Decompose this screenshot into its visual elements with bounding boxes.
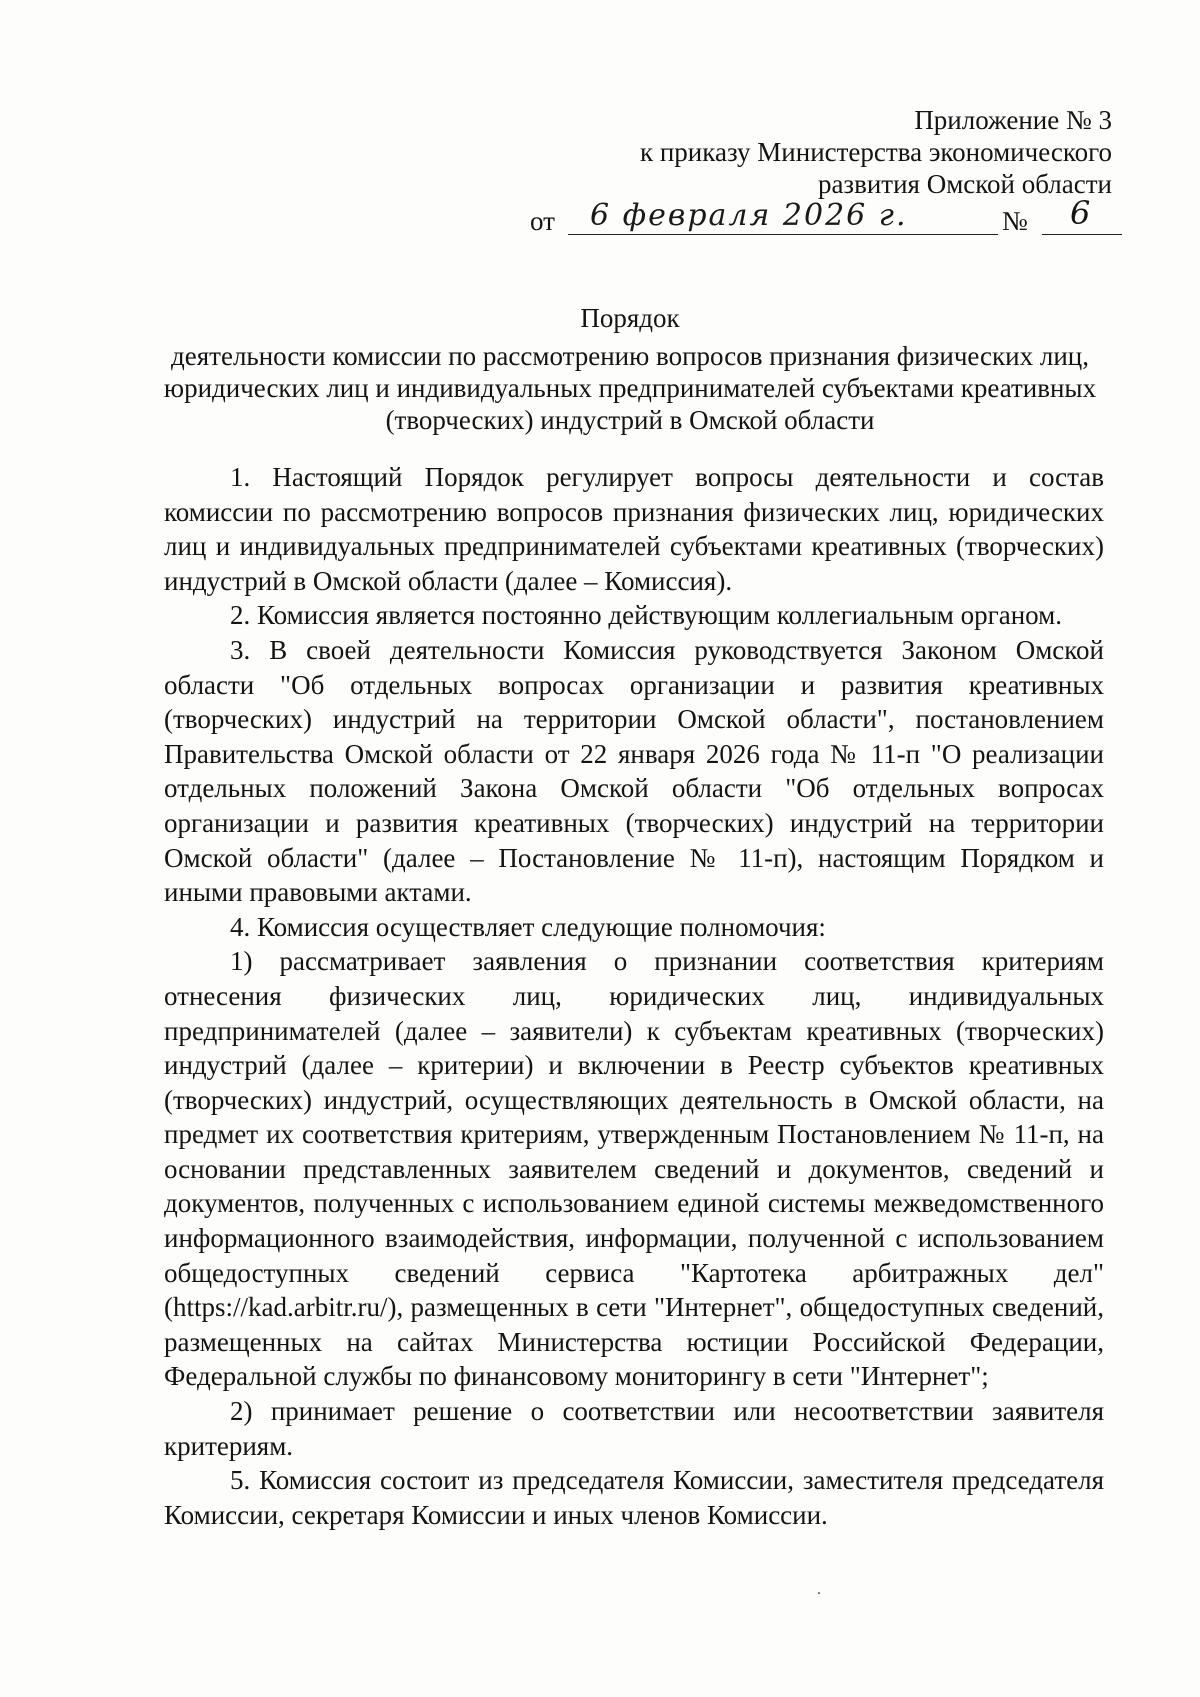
appendix-order-ref: к приказу Министерства экономического — [639, 137, 1112, 167]
document-body — [164, 460, 1104, 1532]
paragraph-5: 5. Комиссия состоит из председателя Комиссии, заместителя председателя Комиссии, секретаря Комиссии и иных членов Комиссии. — [164, 1465, 1104, 1530]
subparagraph-4-2: 2) принимает решение о соответствии или несоответствии заявителя критериям. — [164, 1396, 1104, 1461]
paragraph-1: 1. Настоящий Порядок регулирует вопросы деятельности и состав комиссии по рассмотрению вопросов признания физических лиц, юридических лиц и индивидуальных предпринимателей субъектами креативных (творческих) индустрий в Омской области (далее – Комиссия). — [164, 462, 1104, 596]
date-prefix: от — [530, 206, 555, 236]
title-subtitle: деятельности комиссии по рассмотрению вопросов признания физических лиц, юридических лиц и индивидуальных предпринимателей субъектами креативных (творческих) индустрий в Омской области — [163, 341, 1097, 435]
appendix-header — [640, 104, 1112, 200]
paragraph-4: 4. Комиссия осуществляет следующие полномочия: — [230, 911, 826, 942]
paragraph-2: 2. Комиссия является постоянно действующим коллегиальным органом. — [230, 600, 1062, 631]
number-underline — [1042, 234, 1122, 235]
paragraph-3: 3. В своей деятельности Комиссия руководствуется Законом Омской области "Об отдельных вопросах организации и развития креативных (творческих) индустрий на территории Омской области", постановлением Правительства Омской области от 22 января 2026 года № 11-п "О реализации отдельных положений Закона Омской области "Об отдельных вопросах организации и развития креативных (творческих) индустрий на территории Омской области" (далее – Постановление № 11-п), настоящим Порядком и иными правовыми актами. — [164, 634, 1104, 908]
order-date-line — [530, 194, 1120, 240]
handwritten-number: 6 — [1070, 194, 1091, 232]
number-label: № — [1002, 206, 1028, 236]
title-heading: Порядок — [580, 303, 680, 333]
appendix-ministry: развития Омской области — [817, 169, 1112, 199]
subparagraph-4-1: 1) рассматривает заявления о признании соответствия критериям отнесения физических лиц, юридических лиц, индивидуальных предпринимателей (далее – заявители) к субъектам креативных (творческих) индустрий (далее – критерии) и включении в Реестр субъектов креативных (творческих) индустрий, осуществляющих деятельность в Омской области, на предмет их соответствия критериям, утвержденным Постановлением № 11-п, на основании представленных заявителем сведений и документов, сведений и документов, полученных с использованием единой системы межведомственного информационного взаимодействия, информации, полученной с использованием общедоступных сведений сервиса "Картотека арбитражных дел" (https://kad.arbitr.ru/), размещенных в сети "Интернет", общедоступных сведений, размещенных на сайтах Министерства юстиции Российской Федерации, Федеральной службы по финансовому мониторингу в сети "Интернет"; — [164, 946, 1104, 1392]
document-title — [160, 302, 1100, 436]
scan-speck — [818, 1592, 820, 1594]
appendix-number: Приложение № 3 — [914, 105, 1112, 135]
date-underline — [568, 234, 998, 235]
handwritten-date: 6 февраля 2026 г. — [590, 198, 908, 233]
